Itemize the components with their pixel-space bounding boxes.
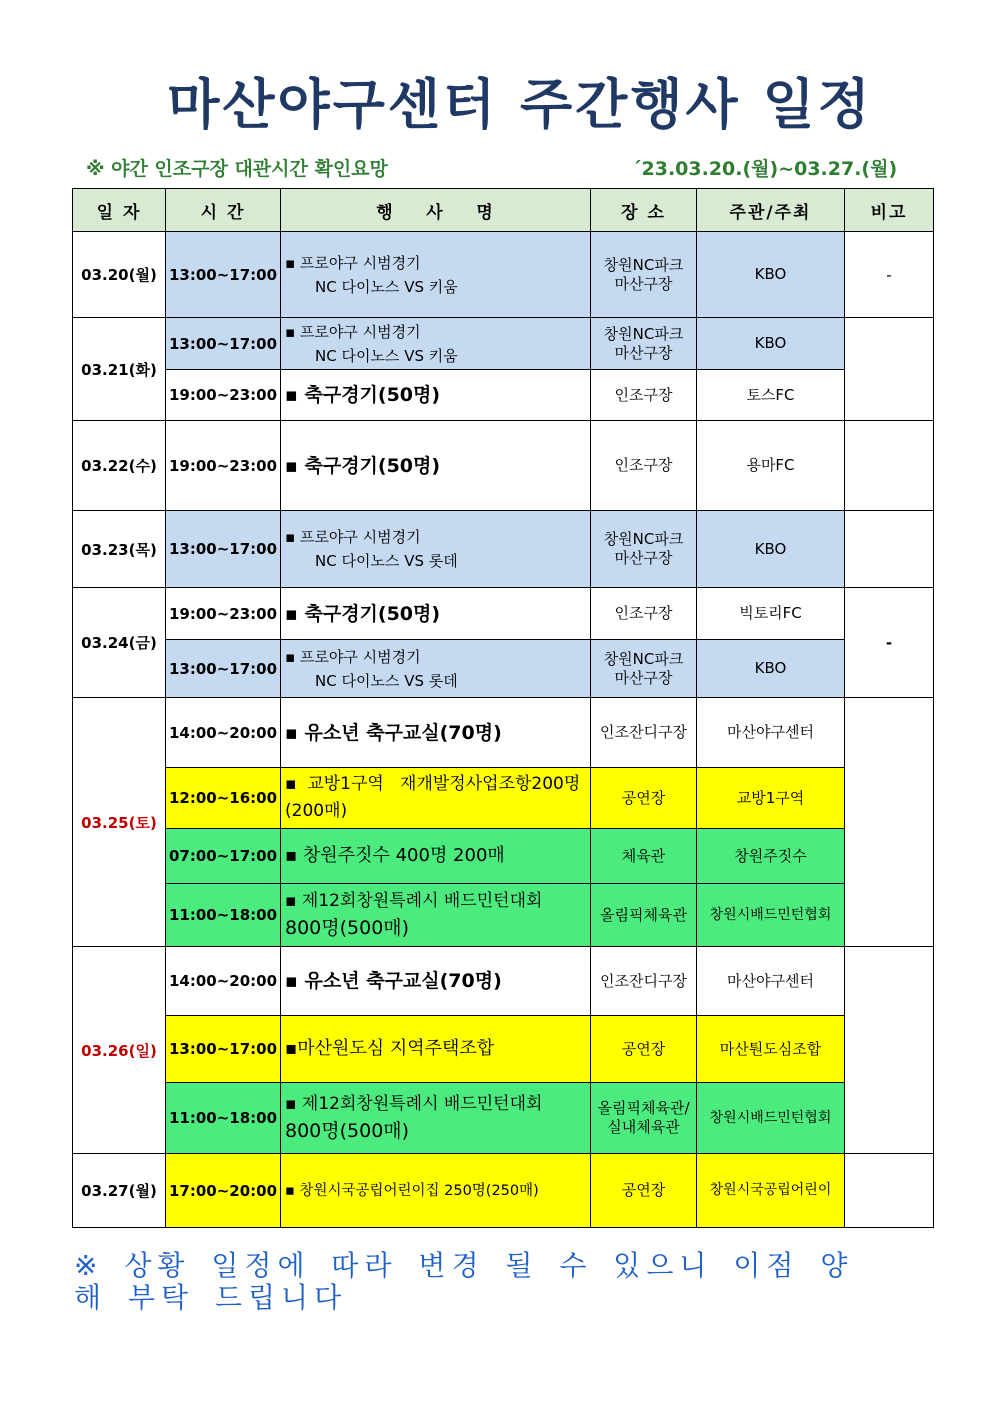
place-line: 창원NC파크 마산구장 [603,530,684,567]
time-cell: 17:00~20:00 [166,1154,281,1228]
event-line-2: NC 다이노스 VS 롯데 [315,671,458,690]
host-cell: 창원주짓수 [697,829,845,884]
date-cell: 03.26(일) [73,947,166,1154]
schedule-table [72,188,934,1228]
event-cell: ▪ 축구경기(50명) [281,370,591,421]
place-line: 창원NC파크 마산구장 [603,649,684,687]
event-cell [281,884,591,947]
event-cell: ▪ 축구경기(50명) [281,588,591,640]
table-row [73,421,934,511]
table-row [73,511,934,588]
event-line-2: (200매) [285,801,348,821]
place-cell: 체육관 [591,829,697,884]
note-cell [845,1154,934,1228]
table-row [73,1154,934,1228]
table-row [73,318,934,370]
event-line-2: NC 다이노스 VS 롯데 [315,552,458,570]
place-line: 창원NC파크 마산구장 [603,324,684,362]
table-row [73,768,934,829]
event-cell: ▪ 유소년 축구교실(70명) [281,698,591,768]
event-cell: ▪ 축구경기(50명) [281,421,591,511]
place-cell: 공연장 [591,1154,697,1228]
host-cell: 마산퉌도심조합 [697,1016,845,1083]
event-line: ▪ 제12회창원특례시 배드민턴대회 [285,891,543,911]
place-cell [591,232,697,318]
place-cell: 인조잔디구장 [591,947,697,1016]
event-cell: ▪ 유소년 축구교실(70명) [281,947,591,1016]
host-cell: 마산야구센터 [697,698,845,768]
event-line: ▪ 프로야구 시범경기 [285,253,421,272]
table-row [73,1016,934,1083]
note-cell [845,511,934,588]
date-cell: 03.27(월) [73,1154,166,1228]
host-cell: KBO [697,318,845,370]
date-cell: 03.25(토) [73,698,166,947]
time-cell: 19:00~23:00 [166,588,281,640]
place-line: 창원NC파크 마산구장 [603,255,684,293]
time-cell: 13:00~17:00 [166,318,281,370]
host-cell: KBO [697,640,845,698]
host-cell: 창원시배드민턴협회 [697,884,845,947]
table-row [73,370,934,421]
time-cell: 19:00~23:00 [166,421,281,511]
header-event: 행 사 명 [281,189,591,232]
time-cell: 12:00~16:00 [166,768,281,829]
host-cell: KBO [697,511,845,588]
event-line: ▪ 프로야구 시범경기 [285,647,421,666]
table-row [73,640,934,698]
host-cell: 마산야구센터 [697,947,845,1016]
note-cell [845,318,934,421]
table-row [73,884,934,947]
time-cell: 11:00~18:00 [166,1083,281,1154]
event-cell [281,511,591,588]
date-cell: 03.22(수) [73,421,166,511]
event-cell: ▪ 창원주짓수 400명 200매 [281,829,591,884]
place-cell [591,640,697,698]
time-cell: 13:00~17:00 [166,640,281,698]
table-row [73,232,934,318]
header-host: 주관/주최 [697,189,845,232]
header-time: 시 간 [166,189,281,232]
place-cell: 공연장 [591,768,697,829]
event-line: ▪ 교방1구역 재개발정사업조항200명 [285,774,581,794]
time-cell: 14:00~20:00 [166,947,281,1016]
place-cell: 올림픽체육관 [591,884,697,947]
time-cell: 19:00~23:00 [166,370,281,421]
place-cell [591,1083,697,1154]
event-line-2: 800명(500매) [285,1120,410,1142]
time-cell: 13:00~17:00 [166,511,281,588]
place-cell [591,511,697,588]
event-cell: ▪ 창원시국공립어린이집 250명(250매) [281,1154,591,1228]
page-title: 마산야구센터 주간행사 일정 [167,73,873,136]
note-cell [845,698,934,947]
period-text: ´23.03.20.(월)~03.27.(월) [632,158,898,180]
place-cell: 공연장 [591,1016,697,1083]
date-cell: 03.24(금) [73,588,166,698]
host-cell: 용마FC [697,421,845,511]
event-line: ▪ 프로야구 시범경기 [285,528,421,546]
time-cell: 07:00~17:00 [166,829,281,884]
note-cell [845,421,934,511]
place-line: 올림픽체육관/ 실내체육관 [597,1099,690,1136]
event-cell: ▪마산원도심 지역주택조합 [281,1016,591,1083]
event-cell [281,640,591,698]
note-cell [845,947,934,1154]
host-cell: 창원시배드민턴협회 [697,1083,845,1154]
table-row [73,829,934,884]
time-cell: 14:00~20:00 [166,698,281,768]
date-cell: 03.20(월) [73,232,166,318]
host-cell: 빅토리FC [697,588,845,640]
time-cell: 13:00~17:00 [166,1016,281,1083]
header-place: 장 소 [591,189,697,232]
event-line: ▪ 제12회창원특례시 배드민턴대회 [285,1094,543,1114]
place-cell [591,318,697,370]
note-cell: - [845,232,934,318]
host-cell: 창원시국공립어린이 [697,1154,845,1228]
event-cell [281,768,591,829]
date-cell: 03.21(화) [73,318,166,421]
place-cell: 인조구장 [591,588,697,640]
header-date: 일 자 [73,189,166,232]
event-line: ▪ 프로야구 시범경기 [285,322,421,341]
time-cell: 13:00~17:00 [166,232,281,318]
host-cell: 토스FC [697,370,845,421]
date-cell: 03.23(목) [73,511,166,588]
event-line-2: NC 다이노스 VS 키움 [315,277,458,296]
time-cell: 11:00~18:00 [166,884,281,947]
event-cell [281,318,591,370]
note-cell: - [845,588,934,698]
header-note: 비고 [845,189,934,232]
event-cell [281,1083,591,1154]
table-header-row [73,189,934,232]
table-row [73,947,934,1016]
table-row [73,698,934,768]
place-cell: 인조잔디구장 [591,698,697,768]
host-cell: KBO [697,232,845,318]
table-row [73,588,934,640]
host-cell: 교방1구역 [697,768,845,829]
footer-notice: ※ 상황 일정에 따라 변경 될 수 있으니 이점 양해 부탁 드립니다 [74,1249,854,1314]
notice-text: ※ 야간 인조구장 대관시간 확인요망 [86,158,388,180]
place-cell: 인조구장 [591,421,697,511]
place-cell: 인조구장 [591,370,697,421]
event-line-2: NC 다이노스 VS 키움 [315,346,458,365]
event-cell [281,232,591,318]
table-row [73,1083,934,1154]
event-line-2: 800명(500매) [285,917,410,939]
